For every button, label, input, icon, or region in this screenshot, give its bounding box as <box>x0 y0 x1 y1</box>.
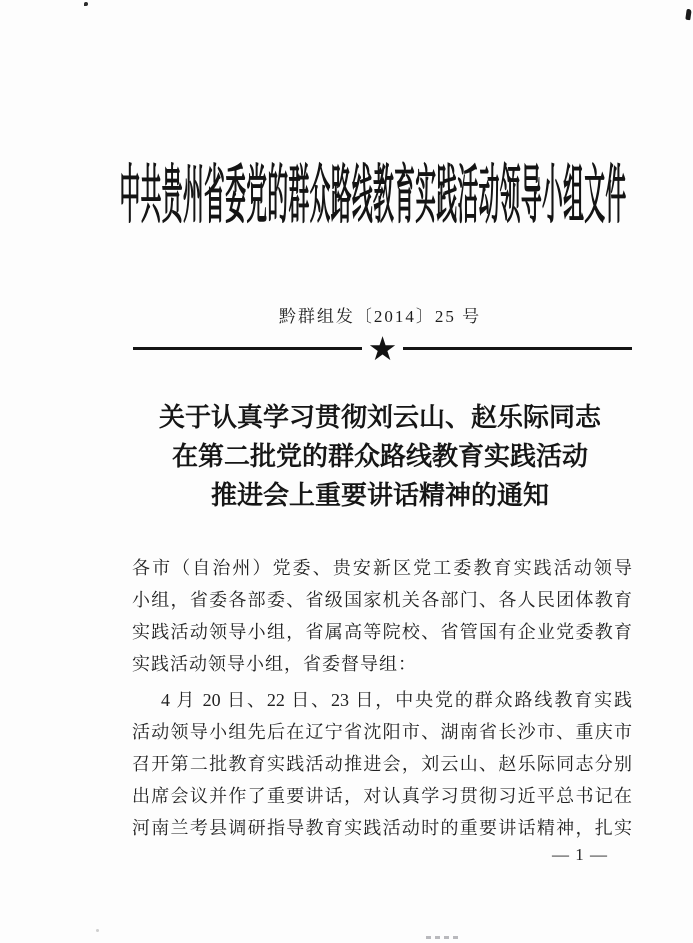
notice-title-line: 在第二批党的群众路线教育实践活动 <box>171 442 588 471</box>
letterhead-title: 中共贵州省委党的群众路线教育实践活动领导小组文件 <box>119 160 626 231</box>
document-number: 黔群组发〔2014〕25 号 <box>278 307 482 326</box>
salutation-paragraph <box>132 552 632 680</box>
notice-title-line: 关于认真学习贯彻刘云山、赵乐际同志 <box>158 403 601 432</box>
salutation-line: 各市（自治州）党委、贵安新区党工委教育实践活动领导 <box>132 558 632 578</box>
salutation-line: 实践活动领导小组，省属高等院校、省管国有企业党委教育 <box>132 622 632 642</box>
salutation-line: 小组，省委各部委、省级国家机关各部门、各人民团体教育 <box>132 590 632 610</box>
notice-title <box>130 398 630 515</box>
divider-line-right <box>403 347 632 350</box>
notice-title-line: 推进会上重要讲话精神的通知 <box>210 481 549 510</box>
body-line: 活动领导小组先后在辽宁省沈阳市、湖南省长沙市、重庆市 <box>132 722 632 742</box>
body-line: 河南兰考县调研指导教育实践活动时的重要讲话精神，扎实 <box>132 818 632 838</box>
divider-rule <box>133 328 632 368</box>
scan-artifact-mark <box>685 9 691 21</box>
body-paragraph <box>132 684 632 844</box>
scan-artifact-speck <box>96 929 99 932</box>
body-line: 召开第二批教育实践活动推进会，刘云山、赵乐际同志分别 <box>132 754 632 774</box>
letterhead <box>119 160 626 232</box>
body-line: 4 月 20 日、22 日、23 日，中央党的群众路线教育实践 <box>161 690 632 710</box>
star-icon: ★ <box>367 328 398 368</box>
divider-line-left <box>133 347 362 350</box>
page-number: — 1 — <box>552 845 608 864</box>
scan-artifact-dashes <box>426 936 462 939</box>
scan-artifact-dot <box>84 2 88 6</box>
body-line: 出席会议并作了重要讲话，对认真学习贯彻习近平总书记在 <box>132 786 632 806</box>
salutation-line: 实践活动领导小组，省委督导组： <box>132 654 417 674</box>
